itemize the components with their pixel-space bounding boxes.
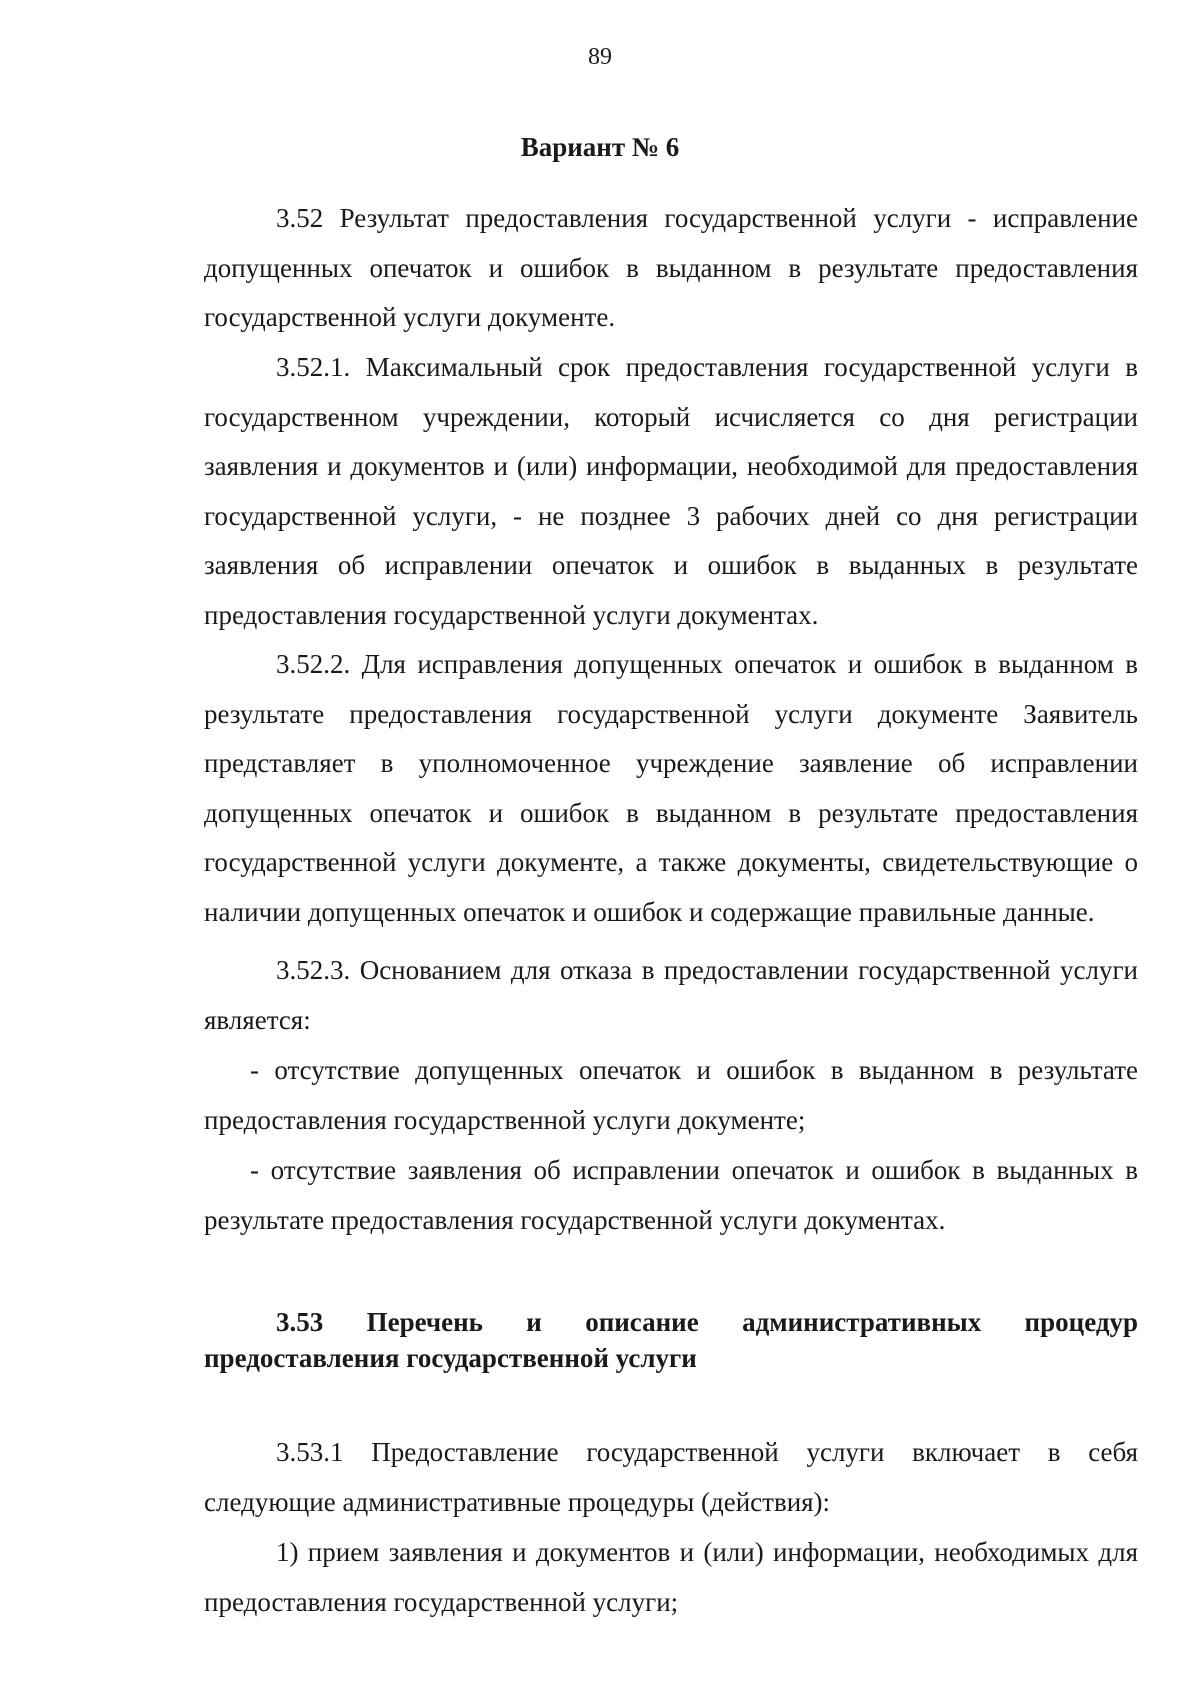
section-heading-3-53: 3.53 Перечень и описание административных процедур предоставления государственной услуги [204, 1307, 1138, 1373]
list-item-no-errors: - отсутствие допущенных опечаток и ошибок в выданном в результате предоставления государственной услуги документе; [204, 1055, 1138, 1135]
paragraph-3-52-3: 3.52.3. Основанием для отказа в предоставлении государственной услуги является: [204, 955, 1138, 1035]
paragraph-3-52: 3.52 Результат предоставления государственной услуги - исправление допущенных опечаток и ошибок в выданном в результате предоставления государственной услуги документе. [204, 203, 1138, 332]
paragraph-3-52-2: 3.52.2. Для исправления допущенных опечаток и ошибок в выданном в результате предоставления государственной услуги документе Заявитель представляет в уполномоченное учреждение заявление об исправлении допущенных опечаток и ошибок в выданном в результате предоставления государственной услуги документе, а также документы, свидетельствующие о наличии допущенных опечаток и ошибок и содержащие правильные данные. [204, 649, 1138, 927]
paragraph-3-52-1: 3.52.1. Максимальный срок предоставления государственной услуги в государственном учреждении, который исчисляется со дня регистрации заявления и документов и (или) информации, необходимой для предоставления государственной услуги, - не позднее 3 рабочих дней со дня регистрации заявления об исправлении опечаток и ошибок в выданных в результате предоставления государственной услуги документах. [204, 352, 1138, 630]
page-number: 89 [588, 44, 612, 70]
list-item-1: 1) прием заявления и документов и (или) информации, необходимых для предоставления государственной услуги; [204, 1537, 1138, 1617]
paragraph-3-53-1: 3.53.1 Предоставление государственной услуги включает в себя следующие административные процедуры (действия): [204, 1437, 1138, 1517]
variant-title: Вариант № 6 [520, 132, 680, 162]
list-item-no-application: - отсутствие заявления об исправлении опечаток и ошибок в выданных в результате предоставления государственной услуги документах. [204, 1155, 1138, 1235]
